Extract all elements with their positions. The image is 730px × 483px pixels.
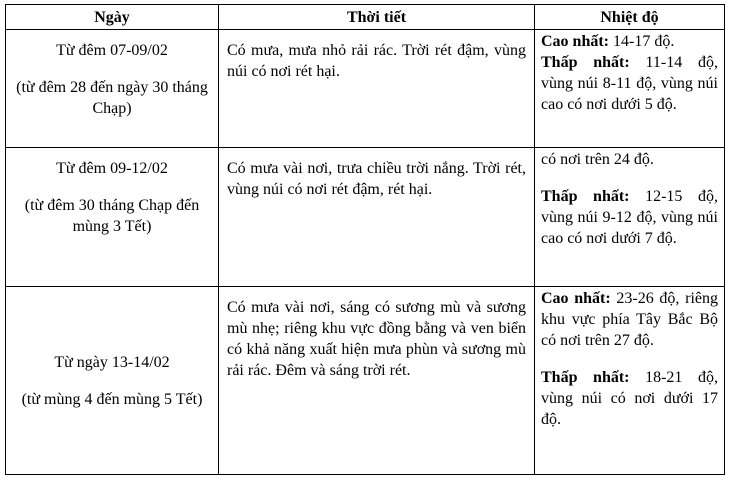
weather-cell: [219, 148, 535, 287]
date-range: Từ ngày 13-14/02: [54, 353, 170, 371]
low-label: Thấp nhất:: [541, 54, 630, 71]
low-temperature: [541, 52, 718, 115]
high-value: có nơi trên 24 độ.: [541, 151, 654, 168]
low-temperature: [541, 186, 718, 249]
high-value: 14-17 độ.: [609, 33, 675, 50]
lunar-date: (từ đêm 30 tháng Chạp đến mùng 3 Tết): [24, 197, 200, 235]
header-date: Ngày: [6, 5, 219, 30]
weather-description: Có mưa, mưa nhỏ rải rác. Trời rét đậm, vùng núi có nơi rét hại.: [227, 42, 526, 80]
high-temperature: [541, 149, 718, 170]
weather-description: Có mưa vài nơi, trưa chiều trời nắng. Trời rét, vùng núi có nơi rét đậm, rét hại.: [227, 160, 526, 198]
date-cell: [6, 30, 219, 148]
table-row: [6, 287, 725, 475]
date-cell: [6, 148, 219, 287]
date-cell: [6, 287, 219, 475]
high-temperature: [541, 31, 718, 52]
low-value: 18-21 độ, vùng núi có nơi dưới 17 độ.: [541, 369, 719, 428]
date-range: Từ đêm 09-12/02: [56, 160, 168, 177]
weather-cell: [219, 287, 535, 475]
low-label: Thấp nhất:: [541, 369, 630, 386]
weather-description: Có mưa vài nơi, sáng có sương mù và sương mù nhẹ; riêng khu vực đồng bằng và ven biển có khả năng xuất hiện mưa phùn và sương mù rải rác. Đêm và sáng trời rét.: [227, 299, 526, 379]
header-row: [6, 5, 725, 30]
table-row: [6, 30, 725, 148]
weather-forecast-table: [5, 4, 725, 475]
low-value: 12-15 độ, vùng núi 9-12 độ, vùng núi cao có nơi dưới 7 độ.: [541, 188, 719, 247]
header-temperature: Nhiệt độ: [535, 5, 725, 30]
header-weather: Thời tiết: [219, 5, 535, 30]
lunar-date: (từ mùng 4 đến mùng 5 Tết): [21, 390, 203, 408]
weather-cell: [219, 30, 535, 148]
high-label: Cao nhất:: [541, 290, 611, 307]
low-value: 11-14 độ, vùng núi 8-11 độ, vùng núi cao có nơi dưới 5 độ.: [541, 54, 718, 113]
temperature-cell: [535, 148, 725, 287]
table-row: [6, 148, 725, 287]
temperature-cell: [535, 287, 725, 475]
low-label: Thấp nhất:: [541, 188, 630, 205]
high-temperature: [541, 288, 718, 351]
temperature-cell: [535, 30, 725, 148]
low-temperature: [541, 367, 718, 430]
high-label: Cao nhất:: [541, 33, 610, 50]
date-range: Từ đêm 07-09/02: [56, 42, 168, 59]
lunar-date: (từ đêm 28 đến ngày 30 tháng Chạp): [16, 79, 208, 117]
high-value: 23-26 độ, riêng khu vực phía Tây Bắc Bộ có nơi trên 27 độ.: [541, 290, 718, 349]
